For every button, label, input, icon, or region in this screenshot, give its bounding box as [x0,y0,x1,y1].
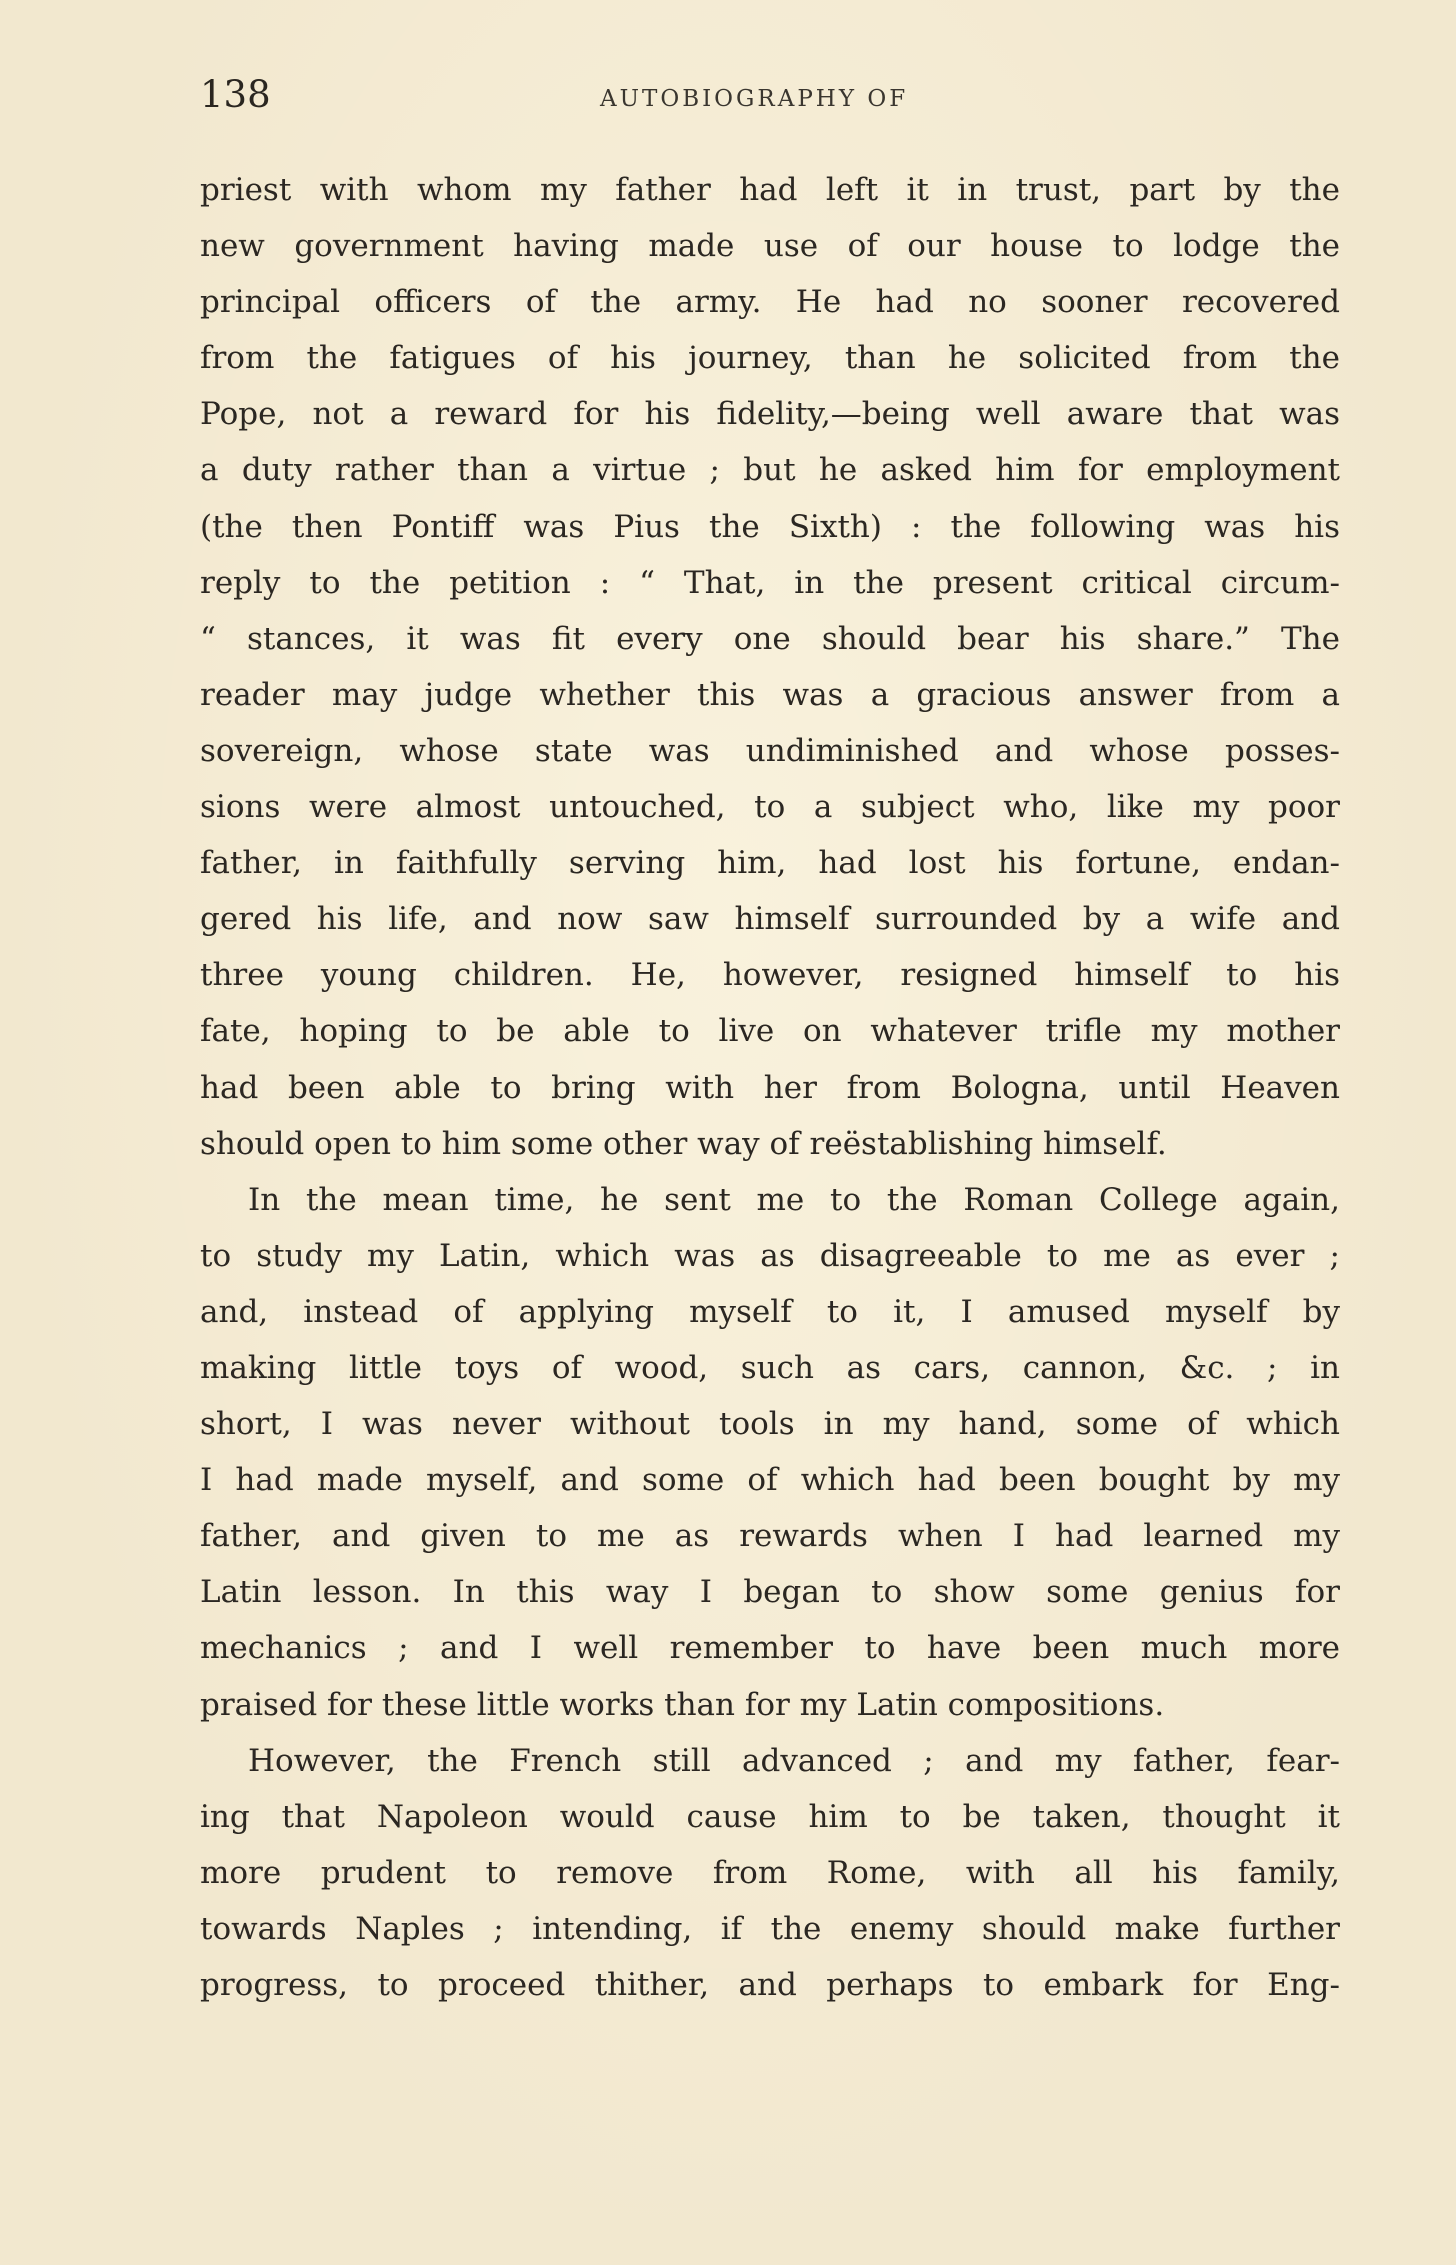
text-line: to study my Latin, which was as disagreeable to me as ever ; [200,1237,1340,1274]
text-line: I had made myself, and some of which had been bought by my [200,1462,1340,1499]
text-line: and, instead of applying myself to it, I amused myself by [200,1293,1340,1330]
running-head: AUTOBIOGRAPHY OF [600,86,909,112]
text-line: “ stances, it was fit every one should bear his share.” The [200,620,1340,657]
text-line: father, in faithfully serving him, had lost his fortune, endan- [200,845,1340,882]
text-line: new government having made use of our house to lodge the [200,228,1340,265]
text-line: had been able to bring with her from Bologna, until Heaven [200,1069,1340,1106]
text-line: Latin lesson. In this way I began to show some genius for [200,1574,1340,1611]
text-line: short, I was never without tools in my hand, some of which [200,1406,1340,1443]
body-text [200,162,1340,2013]
text-line: fate, hoping to be able to live on whatever trifle my mother [200,1013,1340,1050]
text-line: However, the French still advanced ; and my father, fear- [248,1742,1340,1779]
page-header [200,70,1340,120]
text-line: progress, to proceed thither, and perhaps to embark for Eng- [200,1967,1340,2003]
text-line: reply to the petition : “ That, in the present critical circum- [200,564,1340,601]
text-line: sovereign, whose state was undiminished and whose posses- [200,732,1340,769]
text-line: ing that Napoleon would cause him to be taken, thought it [200,1798,1340,1835]
text-line: praised for these little works than for my Latin compositions. [200,1686,1165,1723]
text-line: sions were almost untouched, to a subject who, like my poor [200,789,1340,826]
text-line: (the then Pontiff was Pius the Sixth) : the following was his [200,508,1340,545]
text-line: from the fatigues of his journey, than he solicited from the [200,340,1340,377]
text-line: making little toys of wood, such as cars, cannon, &c. ; in [200,1349,1340,1386]
text-line: gered his life, and now saw himself surrounded by a wife and [200,901,1340,938]
text-line: three young children. He, however, resigned himself to his [200,957,1340,994]
text-line: In the mean time, he sent me to the Roman College again, [248,1181,1340,1218]
text-line: mechanics ; and I well remember to have been much more [200,1630,1340,1667]
text-line: father, and given to me as rewards when I had learned my [200,1518,1340,1555]
text-line: Pope, not a reward for his fidelity,—being well aware that was [200,396,1340,433]
text-line: a duty rather than a virtue ; but he asked him for employment [200,452,1340,489]
text-line: more prudent to remove from Rome, with all his family, [200,1854,1340,1891]
page-number: 138 [200,73,271,116]
text-line: towards Naples ; intending, if the enemy should make further [200,1910,1340,1947]
text-line: principal officers of the army. He had no sooner recovered [200,284,1340,321]
text-line: priest with whom my father had left it in trust, part by the [200,172,1340,208]
text-line: reader may judge whether this was a gracious answer from a [200,676,1340,713]
text-line: should open to him some other way of reëstablishing himself. [200,1125,1167,1162]
